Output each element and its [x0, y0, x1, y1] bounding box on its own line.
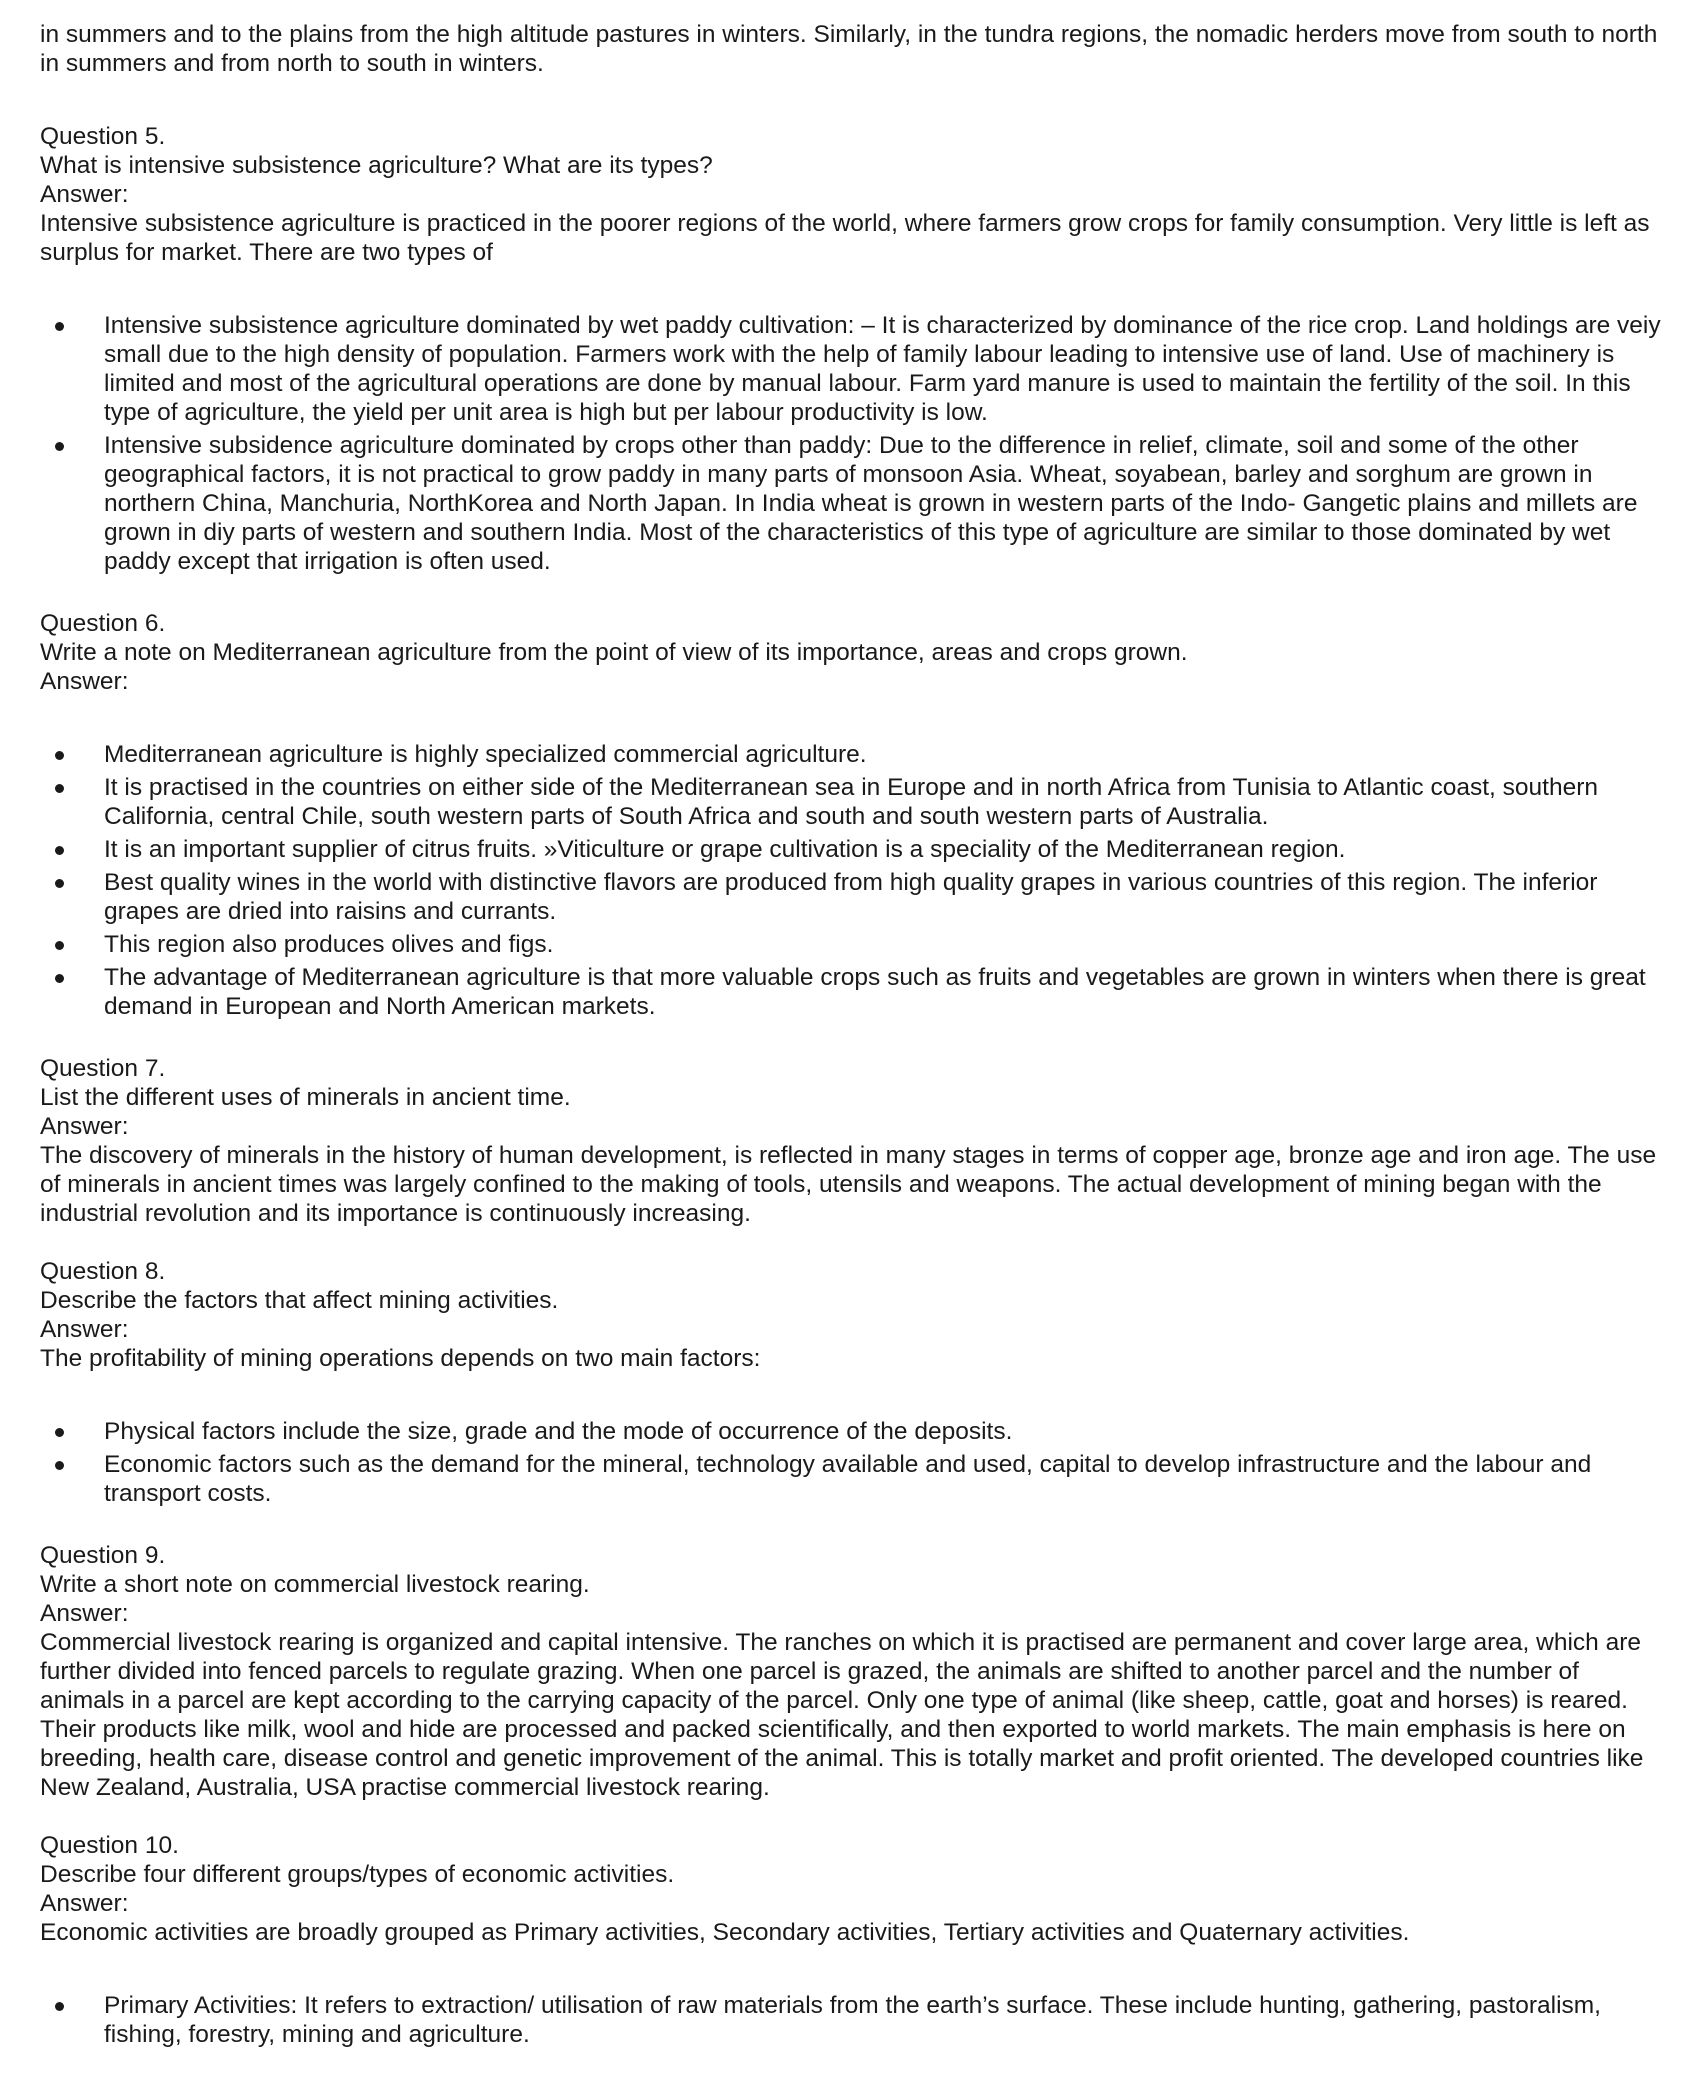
intro-paragraph: in summers and to the plains from the high altitude pastures in winters. Similarly, in the tundra regions, the nomadic herders move from south to north in summers and from north to south in winters.: [40, 21, 1658, 77]
answer-bullet-list: [40, 311, 1670, 576]
answer-bullet-list: [40, 740, 1670, 1021]
question-text: Write a short note on commercial livestock rearing.: [40, 1571, 590, 1598]
answer-label: Answer:: [40, 1316, 129, 1343]
list-item: Intensive subsistence agriculture dominated by wet paddy cultivation: – It is characterized by dominance of the rice crop. Land holdings are veiy small due to the high density of population. Farmers work with the help of family labour leading to intensive use of land. Use of machinery is limited and most of the agricultural operations are done by manual labour. Farm yard manure is used to maintain the fertility of the soil. In this type of agriculture, the yield per unit area is high but per labour productivity is low.: [40, 311, 1670, 427]
question-label: Question 6.: [40, 610, 166, 637]
question-label: Question 5.: [40, 123, 166, 150]
bullet-icon: [55, 1428, 64, 1437]
answer-text: Economic activities are broadly grouped as Primary activities, Secondary activities, Tertiary activities and Quaternary activities.: [40, 1919, 1410, 1946]
list-item: This region also produces olives and figs.: [40, 930, 1670, 959]
list-item: It is an important supplier of citrus fruits. »Viticulture or grape cultivation is a speciality of the Mediterranean region.: [40, 835, 1670, 864]
bullet-icon: [55, 322, 64, 331]
question-label: Question 7.: [40, 1055, 166, 1082]
bullet-icon: [55, 751, 64, 760]
list-item: Primary Activities: It refers to extraction/ utilisation of raw materials from the earth’s surface. These include hunting, gathering, pastoralism, fishing, forestry, mining and agriculture.: [40, 1991, 1670, 2049]
question-9-section: [40, 1541, 1670, 1802]
bullet-icon: [55, 442, 64, 451]
bullet-icon: [55, 784, 64, 793]
bullet-icon: [55, 2002, 64, 2011]
bullet-icon: [55, 846, 64, 855]
answer-label: Answer:: [40, 181, 129, 208]
question-text: What is intensive subsistence agriculture? What are its types?: [40, 152, 713, 179]
document-page: [40, 20, 1670, 2053]
question-label: Question 8.: [40, 1258, 166, 1285]
answer-label: Answer:: [40, 668, 129, 695]
answer-text: The discovery of minerals in the history of human development, is reflected in many stages in terms of copper age, bronze age and iron age. The use of minerals in ancient times was largely confined to the making of tools, utensils and weapons. The actual development of mining began with the industrial revolution and its importance is continuously increasing.: [40, 1142, 1657, 1227]
list-item: It is practised in the countries on either side of the Mediterranean sea in Europe and in north Africa from Tunisia to Atlantic coast, southern California, central Chile, south western parts of South Africa and south and south western parts of Australia.: [40, 773, 1670, 831]
list-item: Economic factors such as the demand for the mineral, technology available and used, capital to develop infrastructure and the labour and transport costs.: [40, 1450, 1670, 1508]
question-8-section: [40, 1257, 1670, 1508]
answer-text: Intensive subsistence agriculture is practiced in the poorer regions of the world, where farmers grow crops for family consumption. Very little is left as surplus for market. There are two types of: [40, 210, 1650, 266]
question-label: Question 9.: [40, 1542, 166, 1569]
bullet-icon: [55, 879, 64, 888]
answer-label: Answer:: [40, 1600, 129, 1627]
question-text: List the different uses of minerals in ancient time.: [40, 1084, 571, 1111]
list-item: Mediterranean agriculture is highly specialized commercial agriculture.: [40, 740, 1670, 769]
answer-bullet-list: [40, 1991, 1670, 2049]
question-label: Question 10.: [40, 1832, 179, 1859]
list-item: Best quality wines in the world with distinctive flavors are produced from high quality grapes in various countries of this region. The inferior grapes are dried into raisins and currants.: [40, 868, 1670, 926]
question-text: Describe four different groups/types of economic activities.: [40, 1861, 675, 1888]
question-7-section: [40, 1054, 1670, 1228]
question-10-section: [40, 1831, 1670, 2049]
list-item: The advantage of Mediterranean agriculture is that more valuable crops such as fruits and vegetables are grown in winters when there is great demand in European and North American markets.: [40, 963, 1670, 1021]
question-text: Write a note on Mediterranean agriculture from the point of view of its importance, areas and crops grown.: [40, 639, 1188, 666]
question-6-section: [40, 609, 1670, 1021]
answer-label: Answer:: [40, 1890, 129, 1917]
answer-bullet-list: [40, 1417, 1670, 1508]
bullet-icon: [55, 941, 64, 950]
list-item: Physical factors include the size, grade and the mode of occurrence of the deposits.: [40, 1417, 1670, 1446]
answer-text: The profitability of mining operations depends on two main factors:: [40, 1345, 761, 1372]
answer-label: Answer:: [40, 1113, 129, 1140]
list-item: Intensive subsidence agriculture dominated by crops other than paddy: Due to the difference in relief, climate, soil and some of the other geographical factors, it is not practical to grow paddy in many parts of monsoon Asia. Wheat, soyabean, barley and sorghum are grown in northern China, Manchuria, NorthKorea and North Japan. In India wheat is grown in western parts of the Indo- Gangetic plains and millets are grown in diy parts of western and southern India. Most of the characteristics of this type of agriculture are similar to those dominated by wet paddy except that irrigation is often used.: [40, 431, 1670, 576]
bullet-icon: [55, 974, 64, 983]
question-text: Describe the factors that affect mining activities.: [40, 1287, 559, 1314]
answer-text: Commercial livestock rearing is organized and capital intensive. The ranches on which it is practised are permanent and cover large area, which are further divided into fenced parcels to regulate grazing. When one parcel is grazed, the animals are shifted to another parcel and the number of animals in a parcel are kept according to the carrying capacity of the parcel. Only one type of animal (like sheep, cattle, goat and horses) is reared. Their products like milk, wool and hide are processed and packed scientifically, and then exported to world markets. The main emphasis is here on breeding, health care, disease control and genetic improvement of the animal. This is totally market and profit oriented. The developed countries like New Zealand, Australia, USA practise commercial livestock rearing.: [40, 1629, 1644, 1801]
question-5-section: [40, 122, 1670, 576]
bullet-icon: [55, 1461, 64, 1470]
